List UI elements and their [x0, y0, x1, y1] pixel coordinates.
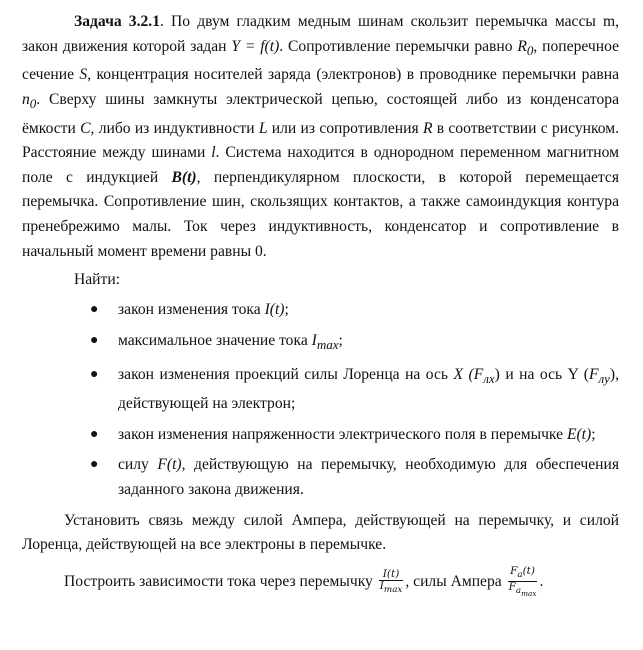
bullet-icon: ● — [90, 457, 99, 473]
list-item: ● закон изменения напряженности электрического поля в перемычке E(t); — [22, 423, 619, 448]
task-paragraph: Задача 3.2.1. По двум гладким медным шинам скользит перемычка массы m, закон движения которой задан Y = f(t). Сопротивление перемычки равно $R_0$, поперечное сечение S, концентрация носителей заряда (электронов) в проводнике перемычки равна $n_0$. Сверху шины замкнуты электрической цепью, состоящей либо из конденсатора ёмкости C, либо из индуктивности L или из сопротивления R в соответствии с рисунком. Расстояние между шинами l. Система находится в однородном переменном магнитном поле с индукцией B(t), перпендикулярном плоскости, в которой перемещается перемычка. Сопротивление шин, скользящих контактов, а также самоиндукция контура пренебрежимо малы. Ток через индуктивность, конденсатор и сопротивление в начальный момент времени равны 0. — [22, 13, 620, 260]
task-number: Задача 3.2.1 — [74, 13, 160, 30]
relation-paragraph: Установить связь между силой Ампера, действующей на перемычку, и силой Лоренца, действующей на все электроны в перемычке. — [22, 511, 619, 554]
list-item: ● силу F(t), действующую на перемычку, необходимую для обеспечения заданного закона движения. — [22, 453, 619, 502]
bullet-icon: ● — [90, 426, 99, 442]
list-item: ● закон изменения проекций силы Лоренца на ось X $(F_{лx})$ и на ось Y $(F_{лy})$, действующей на электрон; — [22, 363, 619, 416]
plot-paragraph: Построить зависимости тока через перемычку $\frac{I(t)}{I_{max}}$ , силы Ампера $\frac{F_a(t)}{F_{a_{max}}}$ . — [64, 564, 544, 598]
bullet-icon: ● — [90, 302, 99, 318]
list-item: ● закон изменения тока I(t); — [22, 298, 619, 323]
fraction-ampere: $\frac{F_a(t)}{F_{a_{max}}}$ — [508, 564, 537, 598]
list-item: ● максимальное значение тока $I_{max}$; — [22, 329, 619, 358]
bullet-icon: ● — [90, 367, 99, 383]
bullet-icon: ● — [90, 332, 99, 348]
fraction-current: $\frac{I(t)}{I_{max}}$ — [379, 567, 403, 595]
find-label: Найти: — [74, 271, 121, 289]
find-list — [22, 298, 619, 502]
